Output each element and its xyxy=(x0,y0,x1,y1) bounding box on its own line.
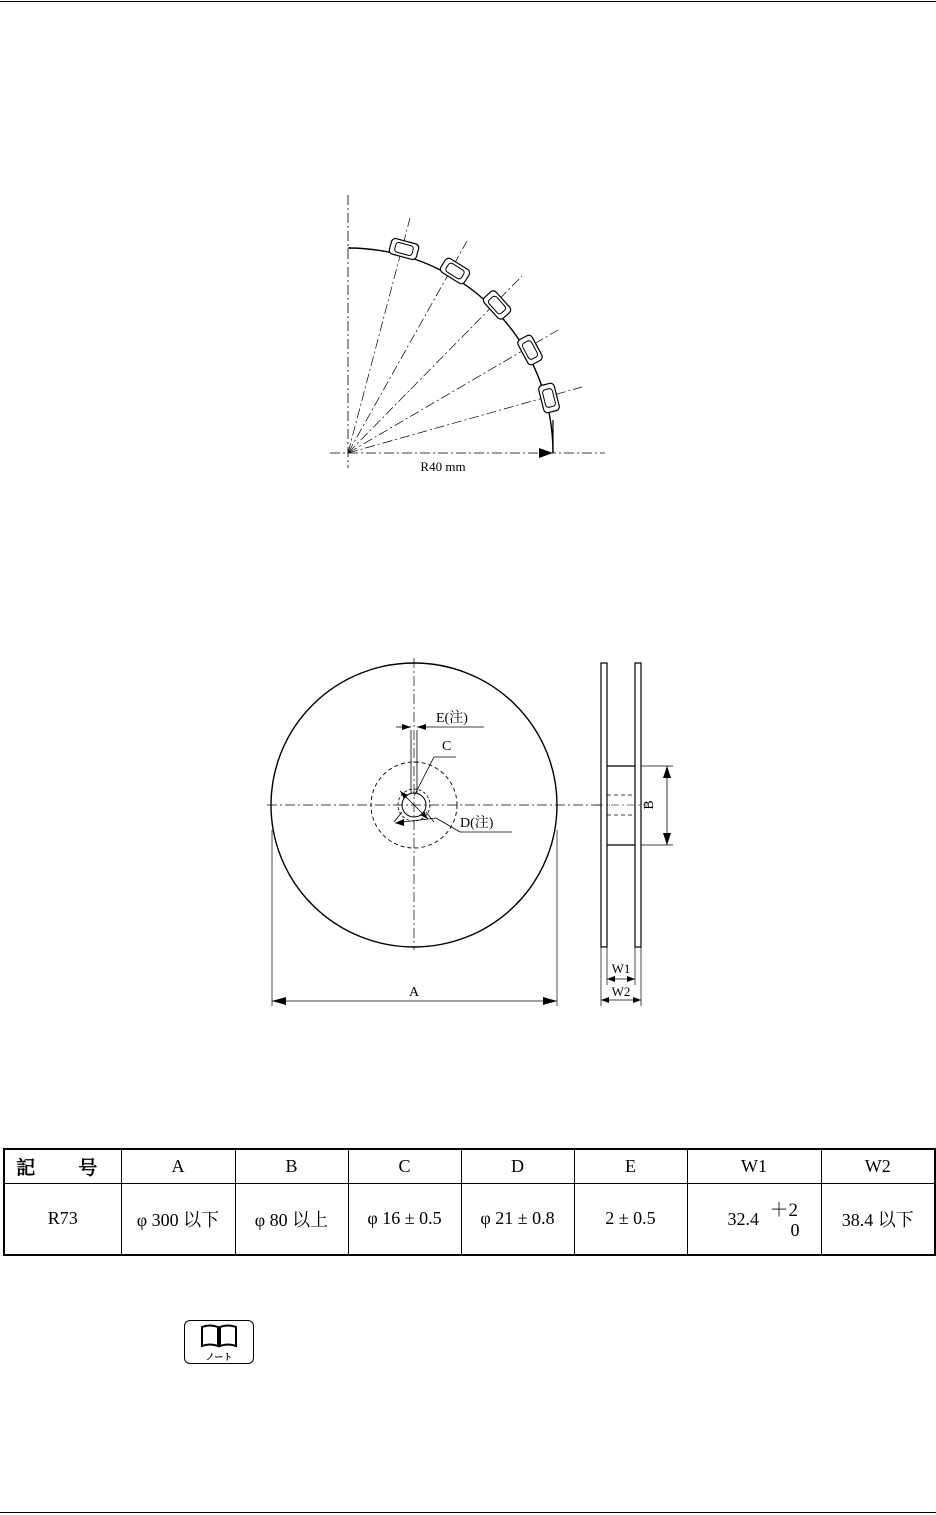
w1-value: 32.4 xyxy=(727,1208,759,1229)
dim-label-D: D(注) xyxy=(460,816,494,831)
cell-E: 2 ± 0.5 xyxy=(574,1183,687,1255)
cell-W1 xyxy=(687,1183,821,1255)
w1-plus-tolerance: ＋2 xyxy=(769,1199,799,1221)
cell-W2: 38.4 以下 xyxy=(821,1183,935,1255)
dim-label-A: A xyxy=(408,985,420,1000)
note-label: ノート xyxy=(205,1353,233,1363)
cell-C: φ 16 ± 0.5 xyxy=(348,1183,461,1255)
header-W2: W2 xyxy=(821,1149,935,1183)
dim-label-W1: W1 xyxy=(611,961,631,976)
dim-label-C: C xyxy=(442,739,452,754)
bottom-rule xyxy=(0,1512,936,1513)
header-E: E xyxy=(574,1149,687,1183)
dim-label-B: B xyxy=(642,800,657,810)
cell-symbol: R73 xyxy=(4,1183,121,1255)
book-icon xyxy=(199,1323,239,1349)
header-W1: W1 xyxy=(687,1149,821,1183)
header-symbol: 記 号 xyxy=(4,1149,121,1183)
dim-label-E: E(注) xyxy=(436,711,468,726)
header-D: D xyxy=(461,1149,574,1183)
radius-label: R40 mm xyxy=(420,459,466,474)
cell-D: φ 21 ± 0.8 xyxy=(461,1183,574,1255)
table-header-row xyxy=(4,1149,935,1183)
header-B: B xyxy=(235,1149,348,1183)
table-row xyxy=(4,1183,935,1255)
header-C: C xyxy=(348,1149,461,1183)
cell-A: φ 300 以下 xyxy=(121,1183,235,1255)
reel-spec-table xyxy=(3,1148,936,1256)
cell-B: φ 80 以上 xyxy=(235,1183,348,1255)
w1-minus-tolerance: 0 xyxy=(790,1219,800,1240)
header-A: A xyxy=(121,1149,235,1183)
dim-label-W2: W2 xyxy=(611,984,631,999)
note-badge xyxy=(184,1320,254,1364)
